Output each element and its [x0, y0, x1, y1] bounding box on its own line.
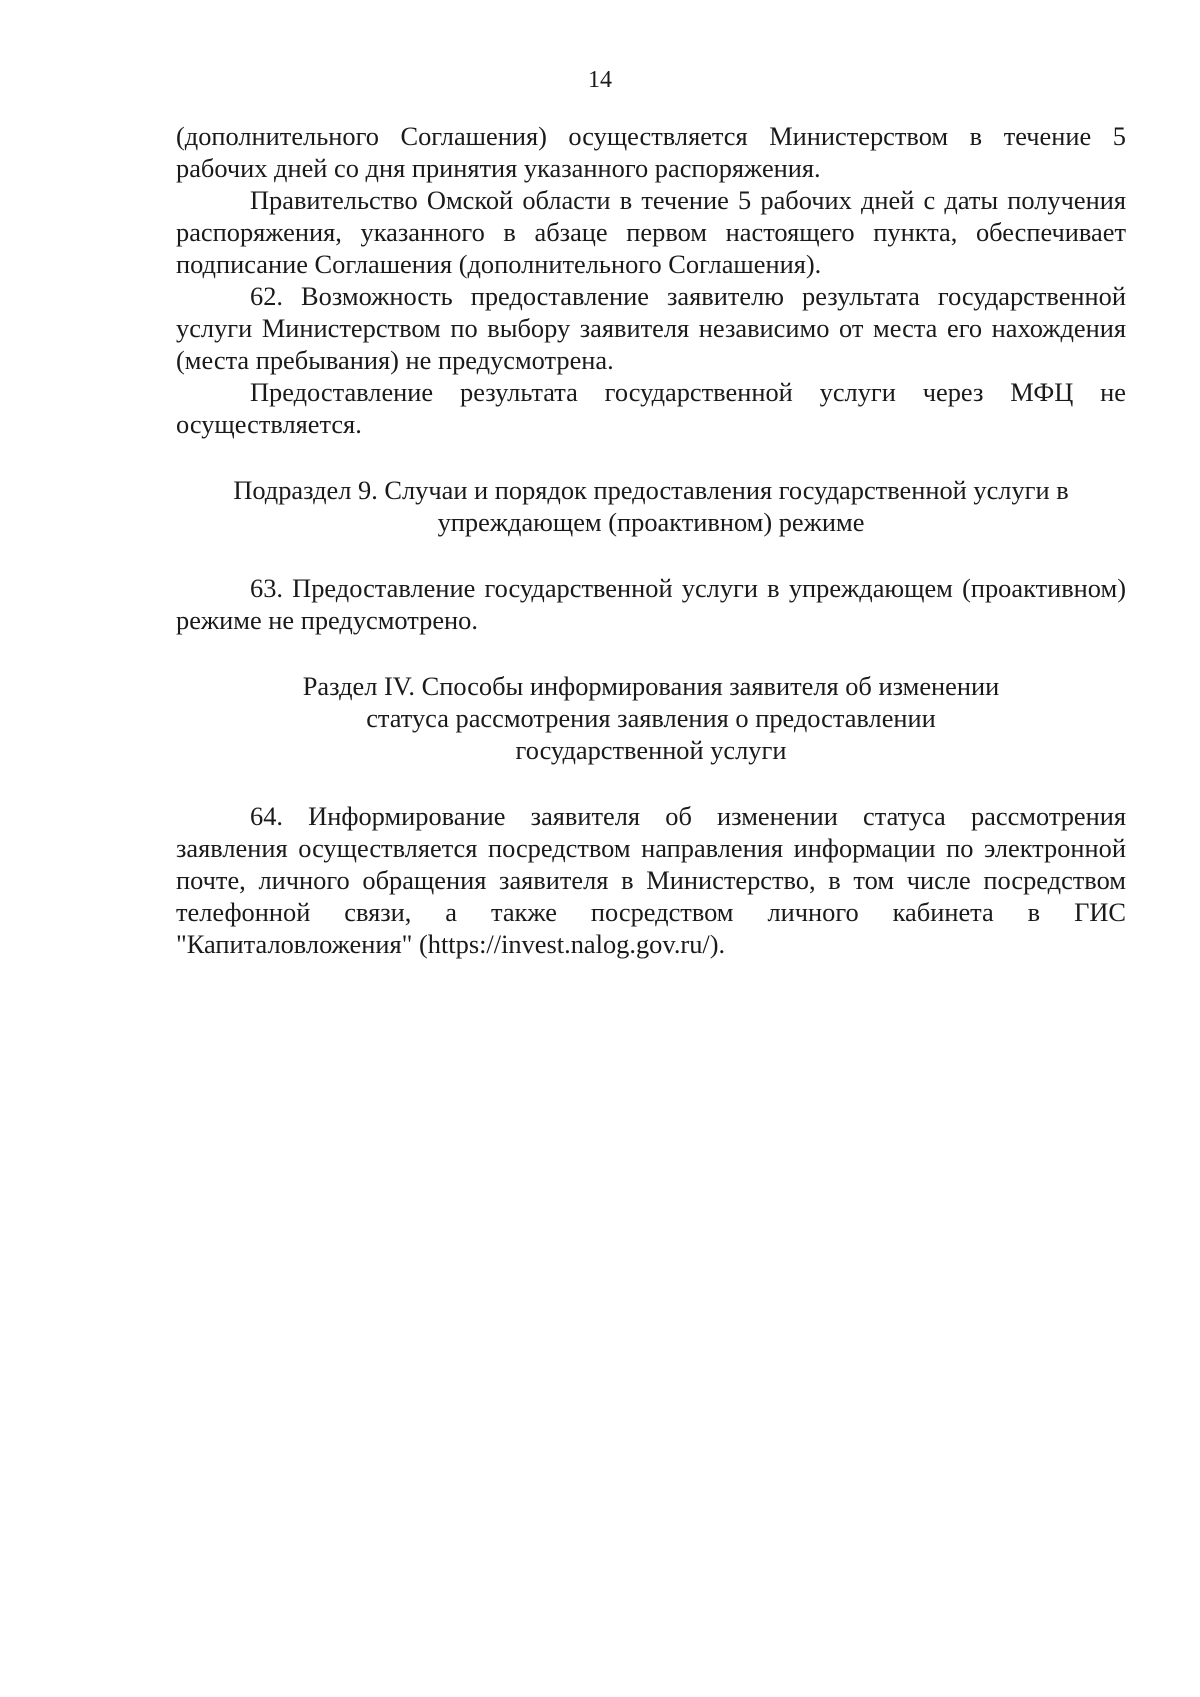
heading-subsection-9 [176, 474, 1126, 538]
heading-subsection-9-line1: Подраздел 9. Случаи и порядок предоставления государственной услуги в [233, 475, 1069, 505]
heading-section-4-line1: Раздел IV. Способы информирования заявителя об изменении [302, 671, 1000, 701]
paragraph-agreement-continuation: (дополнительного Соглашения) осуществляется Министерством в течение 5 рабочих дней со дня принятия указанного распоряжения. [176, 121, 1126, 183]
paragraph-government-signing: Правительство Омской области в течение 5 рабочих дней с даты получения распоряжения, указанного в абзаце первом настоящего пункта, обеспечивает подписание Соглашения (дополнительного Соглашения). [176, 185, 1126, 279]
heading-section-4-line3: государственной услуги [515, 735, 787, 765]
document-body [176, 120, 1126, 960]
page-number: 14 [588, 67, 612, 93]
paragraph-64-status-notification: 64. Информирование заявителя об изменении статуса рассмотрения заявления осуществляется посредством направления информации по электронной почте, личного обращения заявителя в Министерство, в том числе посредством телефонной связи, а также посредством личного кабинета в ГИС "Капиталовложения" (https://invest.nalog.gov.ru/). [176, 801, 1126, 959]
heading-section-4 [176, 670, 1126, 766]
heading-subsection-9-line2: упреждающем (проактивном) режиме [437, 507, 865, 537]
paragraph-63-proactive-mode: 63. Предоставление государственной услуги в упреждающем (проактивном) режиме не предусмотрено. [176, 573, 1126, 635]
paragraph-62-result-delivery: 62. Возможность предоставление заявителю результата государственной услуги Министерством по выбору заявителя независимо от места его нахождения (места пребывания) не предусмотрена. [176, 281, 1126, 375]
paragraph-mfc-result: Предоставление результата государственной услуги через МФЦ не осуществляется. [176, 377, 1126, 439]
heading-section-4-line2: статуса рассмотрения заявления о предоставлении [366, 703, 936, 733]
